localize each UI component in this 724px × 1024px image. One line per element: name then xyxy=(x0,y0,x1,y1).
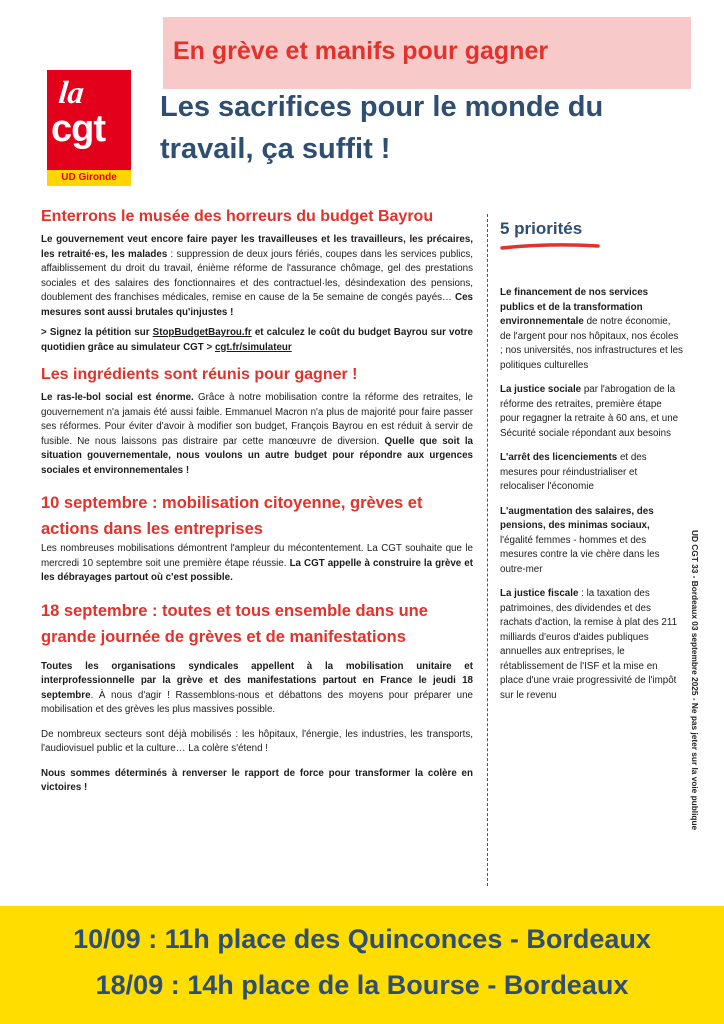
priority-lead: L'augmentation des salaires, des pensions, des minimas sociaux, xyxy=(500,505,654,531)
top-banner xyxy=(163,17,691,89)
main-column xyxy=(41,207,473,802)
priority-item xyxy=(500,383,683,441)
priority-lead: Le financement de nos services publics et de la transformation environnementale xyxy=(500,287,649,327)
priority-item xyxy=(500,451,683,495)
section-title-ingredients: Les ingrédients sont réunis pour gagner ! xyxy=(41,366,358,383)
sectors-paragraph: De nombreux secteurs sont déjà mobilisés : les hôpitaux, l'énergie, les industries, les transports, l'audiovisuel public et la culture… La colère s'étend ! xyxy=(41,728,473,754)
column-divider xyxy=(487,214,488,886)
petition-lead: > Signez la pétition sur xyxy=(41,327,153,338)
priority-lead: La justice sociale xyxy=(500,384,582,395)
priority-lead: La justice fiscale xyxy=(500,588,579,599)
sept18-lead: Toutes les organisations syndicales appellent à la mobilisation unitaire et interprofessionnelle par la grève et des manifestations partout en France le jeudi 18 septembre xyxy=(41,660,473,701)
ingredients-text: Grâce à notre mobilisation contre la réforme des retraites, le gouvernement n'a jamais été aussi faible. Emmanuel Macron n'a plus de majorité pour faire passer ses réformes. Pour éviter d'avoir à modifier son budget, François Bayrou en est réduit à servir de fusible. Ne nous laissons pas distraire par cette manœuvre de diversion. xyxy=(41,392,473,447)
sept18-text: . À nous d'agir ! Rassemblons-nous et débattons des moyens pour préparer une mobilisation et des grèves les plus massives possible. xyxy=(41,689,473,715)
petition-link[interactable]: StopBudgetBayrou.fr xyxy=(152,327,252,338)
footer-banner xyxy=(0,906,724,1024)
section-title-18-sept: 18 septembre : toutes et tous ensemble dans une grande journée de grèves et de manifestations xyxy=(41,601,428,646)
banner-text: En grève et manifs pour gagner xyxy=(173,37,549,65)
budget-paragraph xyxy=(41,233,473,320)
budget-text: : suppression de deux jours fériés, coupes dans les services publics, affaiblissement du droit du travail, énième réforme de l'assurance chômage, gel des prestations sociales et des salaires des fonctionnaires et des contractuel·les, désindexation des pensions, doublement des franchises médicales, remise en cause de la 5e semaine de congés payés… xyxy=(41,248,473,303)
petition-text: et calculez le coût du budget Bayrou sur votre quotidien grâce au simulateur CGT > xyxy=(41,327,473,353)
sept10-text: Les nombreuses mobilisations démontrent l'ampleur du mécontentement. La CGT souhaite que le mercredi 10 septembre soit une première étape réussie. xyxy=(41,543,473,569)
cgt-logo xyxy=(47,70,131,186)
sept10-call: La CGT appelle à construire la grève et les débrayages partout où c'est possible. xyxy=(41,557,473,583)
section-title-10-sept: 10 septembre : mobilisation citoyenne, grèves et actions dans les entreprises xyxy=(41,494,423,538)
vertical-imprint: UD CGT 33 - Bordeaux 03 septembre 2025 - Ne pas jeter sur la voie publique xyxy=(690,530,700,831)
priority-item xyxy=(500,286,683,373)
budget-lead: Le gouvernement veut encore faire payer les travailleuses et les travailleurs, les précaires, les retraité·es, les malades xyxy=(41,234,473,260)
sept10-paragraph xyxy=(41,542,473,586)
priorities-sidebar xyxy=(500,219,683,713)
conclusion-paragraph xyxy=(41,767,473,796)
simulator-link[interactable]: cgt.fr/simulateur xyxy=(214,341,292,353)
priority-item xyxy=(500,587,683,703)
ingredients-paragraph xyxy=(41,391,473,478)
red-swoosh-underline xyxy=(500,241,600,251)
logo-la: la xyxy=(57,74,86,110)
page-headline: Les sacrifices pour le monde du travail, ça suffit ! xyxy=(160,91,604,165)
priority-text: : la taxation des patrimoines, des dividendes et des rachats d'action, la remise à plat des 211 milliards d'euros d'aides publiques annuelles aux entreprises, le rétablissement de l'ISF et la mise en place d'une vraie progressivité de l'impôt sur le revenu xyxy=(500,588,678,701)
priorities-title: 5 priorités xyxy=(500,219,583,238)
priority-lead: L'arrêt des licenciements xyxy=(500,452,618,463)
footer-event-10-sept: 10/09 : 11h place des Quinconces - Bordeaux xyxy=(73,924,651,954)
priority-text: et des mesures pour réindustrialiser et relocaliser l'économie xyxy=(500,452,647,492)
budget-conclusion: Ces mesures sont aussi brutales qu'injustes ! xyxy=(41,292,473,318)
conclusion-text: Nous sommes déterminés à renverser le rapport de force pour transformer la colère en victoires ! xyxy=(41,767,473,793)
priority-text: l'égalité femmes - hommes et des mesures contre la vie chère dans les outre-mer xyxy=(500,534,660,575)
section-title-budget: Enterrons le musée des horreurs du budget Bayrou xyxy=(41,208,434,225)
petition-paragraph xyxy=(41,326,473,355)
footer-event-18-sept: 18/09 : 14h place de la Bourse - Bordeaux xyxy=(95,970,629,1000)
ingredients-conclusion: Quelle que soit la situation gouvernementale, nous voulons un autre budget pour répondre aux urgences sociales et environnementales ! xyxy=(41,435,473,476)
logo-background xyxy=(47,70,131,170)
priority-text: de notre économie, de l'argent pour nos hôpitaux, nos écoles ; nos universités, nos infrastructures et les politiques culturelles xyxy=(500,316,683,371)
ingredients-lead: Le ras-le-bol social est énorme. xyxy=(41,392,194,403)
logo-subtitle: UD Gironde xyxy=(47,170,131,186)
priority-text: par l'abrogation de la réforme des retraites, première étape pour regagner la retraite à 60 ans, et une Sécurité sociale répondant aux besoins xyxy=(500,384,679,439)
sept18-paragraph xyxy=(41,660,473,718)
priority-item xyxy=(500,505,683,578)
logo-cgt: cgt xyxy=(51,108,105,150)
